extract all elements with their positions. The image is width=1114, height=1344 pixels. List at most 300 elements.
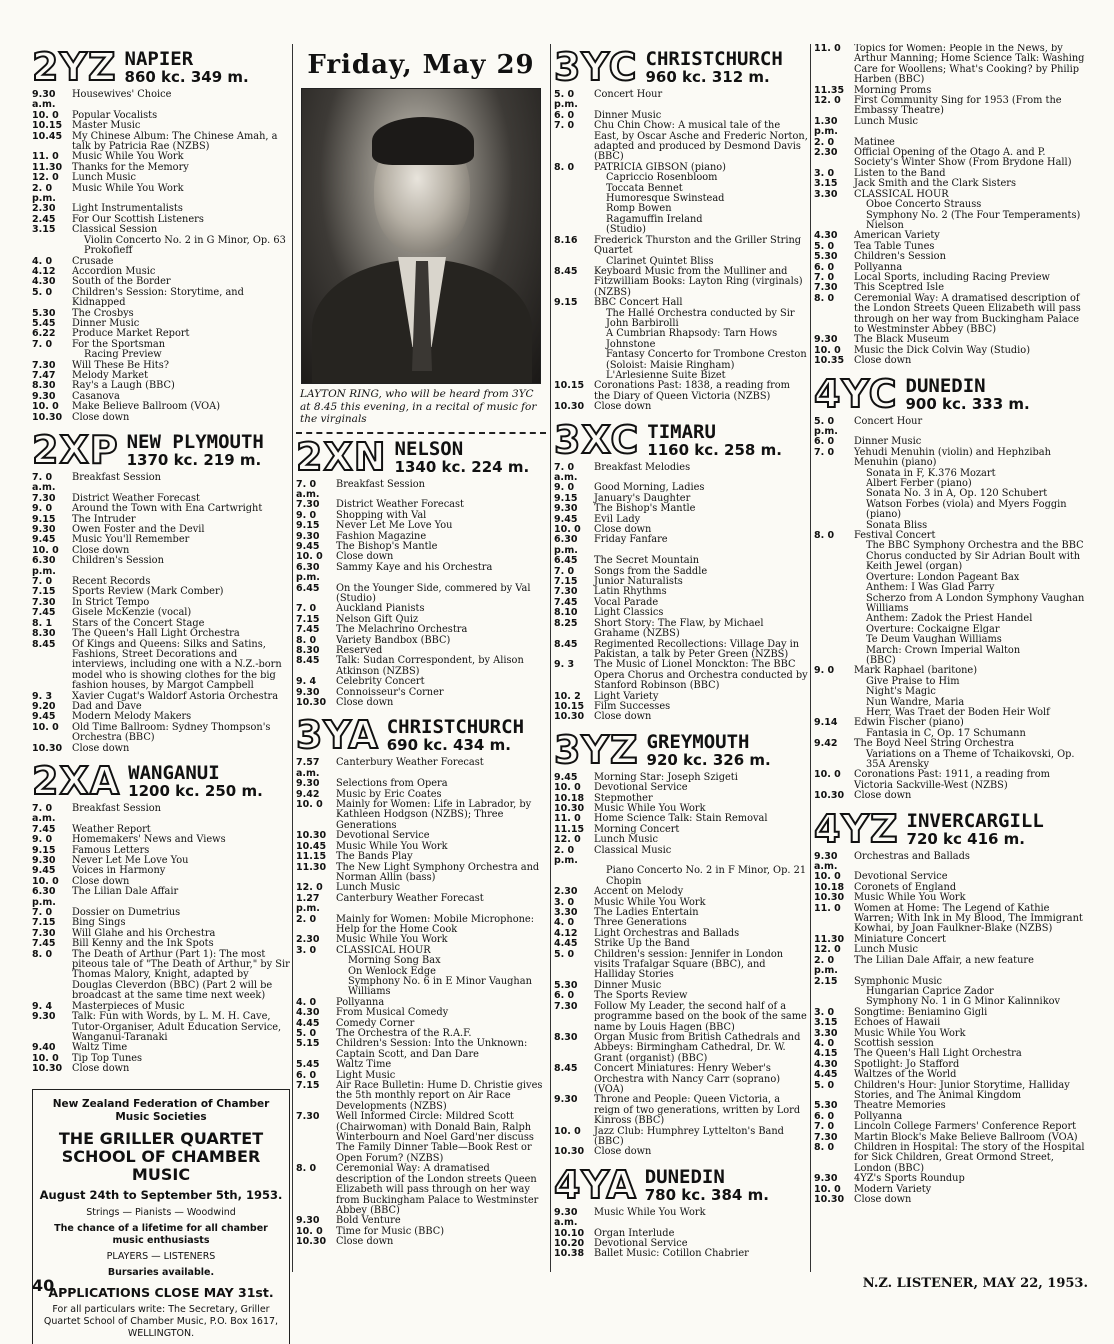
station-frequency: 690 kc. 434 m. [386, 736, 511, 755]
programme-title: (BBC) [866, 654, 896, 666]
programme-item [554, 350, 808, 360]
programme-time: 12. 0 [296, 882, 323, 894]
programme-title: Comedy Corner [336, 1017, 415, 1029]
programme-title: Dinner Music [594, 979, 662, 991]
programme-item [32, 1012, 290, 1043]
programme-title: Waltz Time [72, 1042, 128, 1054]
programme-time: 3. 0 [814, 167, 835, 179]
programme-time [554, 329, 594, 350]
programme-title: Close down [336, 551, 394, 563]
programme-item [554, 215, 808, 225]
programme-list [32, 90, 290, 423]
programme-time [814, 500, 854, 521]
programme-item [554, 702, 808, 712]
programme-time [814, 573, 854, 583]
programme-title: Light Orchestras and Ballads [594, 927, 740, 939]
programme-title: CLASSICAL HOUR [336, 944, 431, 956]
programme-item [554, 1127, 808, 1148]
programme-item [32, 257, 290, 267]
programme-title: Selections from Opera [336, 778, 448, 790]
programme-title: Famous Letters [72, 844, 150, 856]
programme-item [296, 604, 546, 614]
programme-time: 10.10 [554, 1227, 585, 1239]
programme-item [32, 835, 290, 845]
programme-title: My Chinese Album: The Chinese Amah, a talk by Patricia Rae (NZBS) [72, 130, 278, 153]
station-code: 3YC [554, 45, 638, 89]
programme-time: 11. 0 [32, 151, 59, 163]
programme-time: 4.45 [814, 1069, 838, 1081]
programme-title: Symphonic Music [854, 975, 943, 987]
programme-time [554, 184, 594, 194]
programme-time: 10.30 [814, 790, 845, 802]
programme-title: Crusade [72, 255, 114, 267]
programme-time: 7. 0 [814, 1121, 835, 1133]
programme-title: Breakfast Melodies [594, 461, 691, 473]
programme-title: Humoresque Swinstead [606, 193, 725, 205]
programme-title: Fantasy Concerto for Trombone Creston [606, 349, 807, 361]
programme-time: 4.12 [32, 265, 56, 277]
programme-time: 10. 0 [814, 344, 841, 356]
programme-time: 5.45 [296, 1059, 320, 1071]
programme-time: 7.45 [32, 823, 56, 835]
station-2xp [32, 428, 290, 758]
programme-time: 11.30 [296, 861, 327, 873]
programme-time: 12. 0 [32, 172, 59, 184]
programme-item [32, 908, 290, 918]
station-frequency: 780 kc. 384 m. [644, 1185, 769, 1204]
programme-title: Lunch Music [72, 172, 137, 184]
programme-time: 6. 0 [554, 990, 575, 1002]
programme-item [32, 629, 290, 639]
programme-time: 7. 0 [814, 271, 835, 283]
programme-time: 9.15 [32, 513, 56, 525]
programme-time: 9.30 a.m. [32, 89, 56, 111]
station-header [32, 758, 290, 803]
programme-title: Latin Rhythms [594, 586, 667, 598]
programme-time: 8. 0 [296, 634, 317, 646]
programme-time: 5.30 [814, 251, 838, 263]
programme-list [814, 44, 1088, 367]
programme-time: 12. 0 [814, 95, 841, 107]
programme-title: Official Opening of the Otago A. and P. Society's Winter Show (From Brydone Hall) [854, 147, 1072, 169]
station-city: NELSON [394, 437, 464, 460]
programme-title: Children's session: Jennifer in London visits Trafalgar Square (BBC), and Halliday Stories [594, 948, 784, 981]
station-frequency: 1370 kc. 219 m. [126, 451, 262, 469]
programme-time: 5. 0 [814, 1079, 835, 1091]
programme-item [296, 977, 546, 998]
programme-time: 5. 0 [296, 1028, 317, 1039]
programme-title: Give Praise to Him [866, 675, 960, 687]
programme-title: Evil Lady [594, 513, 641, 525]
programme-time: 4.30 [32, 276, 56, 288]
programme-time: 9.30 [554, 503, 578, 515]
programme-item [814, 635, 1088, 645]
programme-item [32, 866, 290, 876]
programme-item [554, 535, 808, 556]
programme-time: 8.45 [554, 265, 578, 277]
programme-time [814, 987, 854, 997]
programme-title: The Boyd Neel String Orchestra [854, 738, 1015, 750]
station-frequency: 960 kc. 312 m. [645, 68, 770, 86]
programme-time: 2.30 [554, 886, 578, 898]
programme-time: 4.30 [296, 1007, 320, 1019]
programme-title: Light Variety [594, 690, 659, 702]
programme-title: PATRICIA GIBSON (piano) [594, 161, 726, 173]
programme-title: Vocal Parade [594, 596, 659, 608]
programme-time: 11.15 [296, 851, 327, 863]
programme-title: 4YZ's Sports Roundup [854, 1173, 965, 1185]
station-4yc [814, 371, 1088, 806]
station-header [554, 417, 808, 462]
programme-time: 9.30 [554, 1094, 578, 1106]
programme-item [554, 298, 808, 308]
programme-time: 10.38 [554, 1248, 585, 1260]
programme-title: Dad and Dave [72, 700, 142, 712]
station-city: DUNEDIN [905, 374, 986, 397]
programme-time: 11. 0 [814, 44, 841, 54]
programme-time: 4.30 [814, 230, 838, 242]
station-frequency: 1160 kc. 258 m. [647, 440, 782, 459]
programme-time: 10. 0 [32, 109, 59, 121]
programme-title: Echoes of Hawaii [854, 1017, 941, 1029]
programme-time: 7. 0 [296, 603, 317, 615]
programme-time: 5.45 [32, 317, 56, 329]
programme-title: Symphony No. 2 (The Four Temperaments) Nielson [866, 209, 1081, 231]
programme-time: 7. 0 [554, 565, 575, 577]
programme-title: Bing Sings [72, 917, 126, 929]
programme-title: The Hallé Orchestra conducted by Sir John Barbirolli [606, 307, 795, 329]
programme-time: 6.22 [32, 328, 56, 340]
programme-time: 9. 3 [554, 659, 575, 671]
programme-time [814, 489, 854, 499]
programme-title: Housewives' Choice [72, 89, 172, 100]
programme-item [32, 950, 290, 1002]
programme-time: 9. 0 [296, 509, 317, 521]
programme-time: 7.15 [296, 1080, 320, 1092]
programme-time: 10.45 [296, 840, 327, 852]
programme-time: 3.30 [554, 907, 578, 919]
station-header [554, 727, 808, 772]
programme-title: Symphony No. 1 in G Minor Kalinnikov [866, 996, 1061, 1008]
programme-title: (Studio) [606, 224, 646, 236]
programme-time: 7.15 [32, 586, 56, 598]
programme-title: Lunch Music [854, 944, 919, 956]
programme-item [32, 535, 290, 545]
programme-time: 10. 0 [296, 799, 323, 811]
station-frequency: 900 kc. 333 m. [905, 394, 1030, 413]
programme-list [296, 758, 546, 1247]
programme-item [296, 698, 546, 708]
station-city: NEW PLYMOUTH [126, 431, 264, 453]
programme-title: Music While You Work [854, 892, 966, 904]
programme-time: 6.30 p.m. [32, 886, 56, 908]
programme-title: Concert Miniatures: Henry Weber's Orchestra with Nancy Carr (soprano) (VOA) [594, 1063, 781, 1095]
programme-time: 7.30 [32, 596, 56, 608]
page-number: 40 [32, 1276, 55, 1295]
page-date-heading: Friday, May 29 [307, 50, 535, 80]
programme-time: 7.45 [296, 624, 320, 636]
station-frequency: 920 kc. 326 m. [646, 750, 771, 769]
programme-title: Morning Star: Joseph Szigeti [594, 771, 738, 783]
programme-time: 7. 0 a.m. [32, 802, 56, 825]
programme-item [32, 236, 290, 257]
programme-time: 9.40 [32, 1042, 56, 1054]
programme-item [554, 1064, 808, 1095]
programme-title: In Strict Tempo [72, 596, 150, 608]
programme-time: 8. 1 [32, 617, 53, 629]
programme-time: 9.30 [296, 778, 320, 790]
programme-time: 8. 0 [554, 161, 575, 173]
programme-time: 9.45 [32, 534, 56, 546]
programme-time: 11.30 [32, 161, 63, 173]
programme-title: Spotlight: Jo Stafford [854, 1058, 960, 1070]
programme-title: On Wenlock Edge [348, 965, 436, 977]
programme-title: The BBC Symphony Orchestra and the BBC Chorus conducted by Sir Adrian Boult with Keith Jewel (organ) [866, 540, 1084, 573]
programme-title: Sonata Bliss [866, 519, 928, 531]
programme-time: 10. 0 [554, 524, 581, 536]
programme-time: 7. 0 a.m. [32, 472, 56, 494]
programme-time [814, 750, 854, 771]
programme-title: Junior Naturalists [594, 576, 683, 588]
programme-title: Local Sports, including Racing Preview [854, 271, 1050, 283]
programme-title: Overture: Cockaigne Elgar [866, 623, 1000, 635]
programme-title: Listen to the Band [854, 167, 946, 179]
programme-title: Martin Block's Make Believe Ballroom (VOA) [854, 1131, 1078, 1143]
programme-title: Modern Variety [854, 1183, 932, 1195]
programme-title: Children's Session [854, 251, 946, 263]
programme-title: Lunch Music [594, 834, 659, 846]
station-2xa [32, 758, 290, 1079]
programme-item [32, 804, 290, 825]
programme-time: 10. 2 [554, 690, 581, 702]
programme-item [554, 660, 808, 691]
programme-time: 6. 0 [554, 109, 575, 121]
programme-item [814, 770, 1088, 791]
programme-time [554, 350, 594, 360]
programme-title: District Weather Forecast [72, 492, 200, 504]
programme-title: Violin Concerto No. 2 in G Minor, Op. 63 Prokofieff [84, 234, 286, 257]
programme-title: Chu Chin Chow: A musical tale of the East, by Oscar Asche and Frederic Norton, adapted and produced by Desmond Davis (BBC) [594, 120, 808, 163]
programme-item [814, 500, 1088, 521]
programme-title: Ballet Music: Cotillon Chabrier [594, 1248, 749, 1260]
programme-time: 9.45 [32, 865, 56, 877]
programme-title: Te Deum Vaughan Williams [866, 634, 1002, 646]
programme-time: 3. 0 [814, 1006, 835, 1018]
programme-title: Produce Market Report [72, 328, 190, 340]
station-frequency: 1340 kc. 224 m. [394, 457, 530, 476]
programme-title: Lunch Music [336, 882, 401, 894]
ad-instruments: Strings — Pianists — Woodwind [86, 1206, 236, 1218]
programme-title: Close down [72, 875, 130, 887]
programme-title: Orchestras and Ballads [854, 850, 970, 862]
station-4ya [554, 1162, 808, 1264]
programme-title: The Queen's Hall Light Orchestra [72, 628, 240, 640]
programme-title: Oboe Concerto Strauss [866, 199, 982, 211]
ad-dates: August 24th to September 5th, 1953. [39, 1187, 283, 1202]
station-4ya-continued [814, 44, 1088, 371]
programme-title: Music While You Work [336, 840, 448, 852]
programme-title: Yehudi Menuhin (violin) and Hephzibah Menuhin (piano) [854, 446, 1051, 469]
column-rule [810, 44, 811, 1272]
programme-time [32, 350, 72, 360]
programme-time: 8.45 [554, 638, 578, 650]
programme-title: Auckland Pianists [336, 603, 425, 615]
programme-time: 10. 0 [814, 1183, 841, 1195]
programme-time: 8.30 [32, 380, 56, 392]
programme-time: 3.15 [814, 1017, 838, 1029]
station-header [814, 806, 1088, 851]
programme-item [554, 587, 808, 597]
programme-item [554, 329, 808, 350]
programme-time: 3. 0 [554, 896, 575, 908]
programme-time: 4. 0 [814, 1037, 835, 1049]
programme-item [814, 594, 1088, 615]
station-code: 4YC [814, 371, 898, 416]
programme-item [554, 1208, 808, 1229]
ad-players: PLAYERS — LISTENERS [106, 1250, 216, 1262]
programme-title: Jack Smith and the Clark Sisters [854, 178, 1017, 190]
station-2xn [296, 434, 546, 713]
programme-time: 10.30 [32, 742, 63, 754]
ad-bursaries: Bursaries available. [107, 1266, 215, 1278]
programme-title: Devotional Service [594, 1238, 688, 1249]
programme-title: Hungarian Caprice Zador [866, 985, 994, 997]
programme-time: 7. 0 [32, 576, 53, 588]
programme-item [814, 646, 1088, 656]
programme-time: 7.15 [32, 917, 56, 929]
programme-title: Music While You Work [72, 182, 184, 194]
station-code: 2XP [32, 428, 119, 472]
programme-time: 10.20 [554, 1238, 585, 1249]
programme-title: Organ Interlude [594, 1227, 675, 1239]
programme-time [554, 309, 594, 330]
programme-time: 7. 0 a.m. [296, 478, 320, 500]
programme-time: 3.15 [32, 224, 56, 236]
programme-item [554, 950, 808, 981]
programme-item [32, 350, 290, 360]
ad-applications: APPLICATIONS CLOSE MAY 31st. [48, 1284, 274, 1300]
programme-time: 8.16 [554, 234, 578, 246]
programme-time: 11.35 [814, 84, 845, 96]
programme-title: Music While You Work [854, 1027, 966, 1039]
programme-title: Breakfast Session [72, 472, 161, 483]
programme-item [814, 677, 1088, 687]
programme-item [814, 1018, 1088, 1028]
programme-time: 10. 0 [32, 1052, 59, 1064]
programme-time [814, 677, 854, 687]
programme-item [32, 402, 290, 412]
programme-time: 10.30 [814, 892, 845, 904]
programme-title: Close down [72, 1063, 130, 1075]
programme-time: 10.30 [554, 1146, 585, 1158]
programme-title: Will Glahe and his Orchestra [72, 927, 216, 939]
programme-time: 7.45 [32, 938, 56, 950]
programme-time: 2. 0 p.m. [814, 954, 838, 977]
programme-title: Sonata No. 3 in A, Op. 120 Schubert [866, 488, 1048, 500]
programme-time [554, 173, 594, 183]
programme-time: 9.30 a.m. [814, 850, 838, 873]
programme-time: 7.30 [554, 1000, 578, 1012]
programme-title: The Music of Lionel Monckton: The BBC Opera Chorus and Orchestra conducted by Stanford Robinson (BBC) [594, 659, 808, 692]
programme-title: Around the Town with Ena Cartwright [72, 503, 263, 515]
column-3 [554, 44, 808, 1264]
programme-time: 5. 0 [814, 240, 835, 252]
programme-time: 6. 0 [814, 261, 835, 273]
programme-title: Close down [336, 697, 394, 709]
programme-time: 9. 4 [296, 676, 317, 688]
programme-time: 5.30 [554, 979, 578, 991]
programme-title: Melody Market [72, 369, 149, 381]
station-header [554, 45, 808, 89]
programme-title: CLASSICAL HOUR [854, 188, 949, 200]
programme-title: Close down [854, 790, 912, 802]
programme-time: 3. 0 [296, 944, 317, 956]
programme-title: Lunch Music [854, 115, 919, 127]
programme-item [296, 758, 546, 779]
programme-time: 1.27 p.m. [296, 892, 320, 915]
programme-title: The Secret Mountain [594, 555, 700, 567]
programme-time: 4.45 [554, 938, 578, 950]
programme-item [814, 852, 1088, 873]
programme-title: L'Arlesienne Suite Bizet [606, 369, 726, 381]
programme-title: Toccata Bennet [606, 182, 683, 194]
programme-time: 7. 0 [32, 338, 53, 350]
programme-title: Mark Raphael (baritone) [854, 665, 978, 677]
column-2 [296, 44, 546, 1252]
programme-title: The Bands Play [336, 851, 413, 863]
programme-item [32, 587, 290, 597]
programme-title: Homemakers' News and Views [72, 834, 226, 846]
programme-item [296, 1039, 546, 1060]
programme-time: 8.30 [554, 1031, 578, 1043]
programme-time: 5.30 [32, 307, 56, 319]
programme-title: Gisele McKenzie (vocal) [72, 607, 192, 619]
programme-item [32, 692, 290, 702]
programme-title: Variations on a Theme of Tchaikovski, Op. 35A Arensky [866, 748, 1075, 770]
programme-title: Miniature Concert [854, 933, 946, 945]
programme-time: 10. 0 [296, 551, 323, 563]
programme-time: 6. 0 [814, 436, 835, 448]
programme-title: Bold Venture [336, 1215, 401, 1227]
programme-title: Time for Music (BBC) [336, 1225, 445, 1237]
programme-title: March: Crown Imperial Walton [866, 644, 1021, 656]
programme-time: 10.15 [554, 380, 585, 392]
programme-title: Music While You Work [336, 934, 448, 946]
programme-time: 8. 0 [814, 530, 835, 542]
programme-title: Romp Bowen [606, 203, 672, 215]
station-header [296, 434, 546, 479]
station-code: 3YZ [554, 727, 639, 772]
programme-time: 9.30 [814, 1173, 838, 1185]
programme-item [32, 1054, 290, 1064]
programme-time: 10. 0 [814, 871, 841, 883]
programme-title: The Death of Arthur (Part 1): The most piteous tale of "The Death of Arthur," by Sir Thomas Malory, Knight, adapted by Douglas Cleverdon (BBC) (Part 2 will be broadcast at the same time next week) [72, 948, 290, 1002]
programme-time: 5. 0 [32, 286, 53, 298]
programme-time [554, 866, 594, 887]
programme-time: 10.30 [32, 1063, 63, 1075]
station-city: CHRISTCHURCH [645, 48, 783, 70]
programme-time: 7. 0 a.m. [554, 461, 578, 483]
programme-title: Masterpieces of Music [72, 1000, 185, 1012]
programme-title: Piano Concerto No. 2 in F Minor, Op. 21 Chopin [606, 865, 807, 887]
programme-title: Dinner Music [854, 436, 922, 448]
programme-title: The Crosbys [72, 307, 134, 319]
programme-title: Close down [594, 711, 652, 723]
programme-time: 2.30 [814, 147, 838, 159]
programme-title: Frederick Thurston and the Griller String Quartet [594, 234, 802, 257]
programme-item [814, 96, 1088, 117]
programme-item [554, 267, 808, 298]
